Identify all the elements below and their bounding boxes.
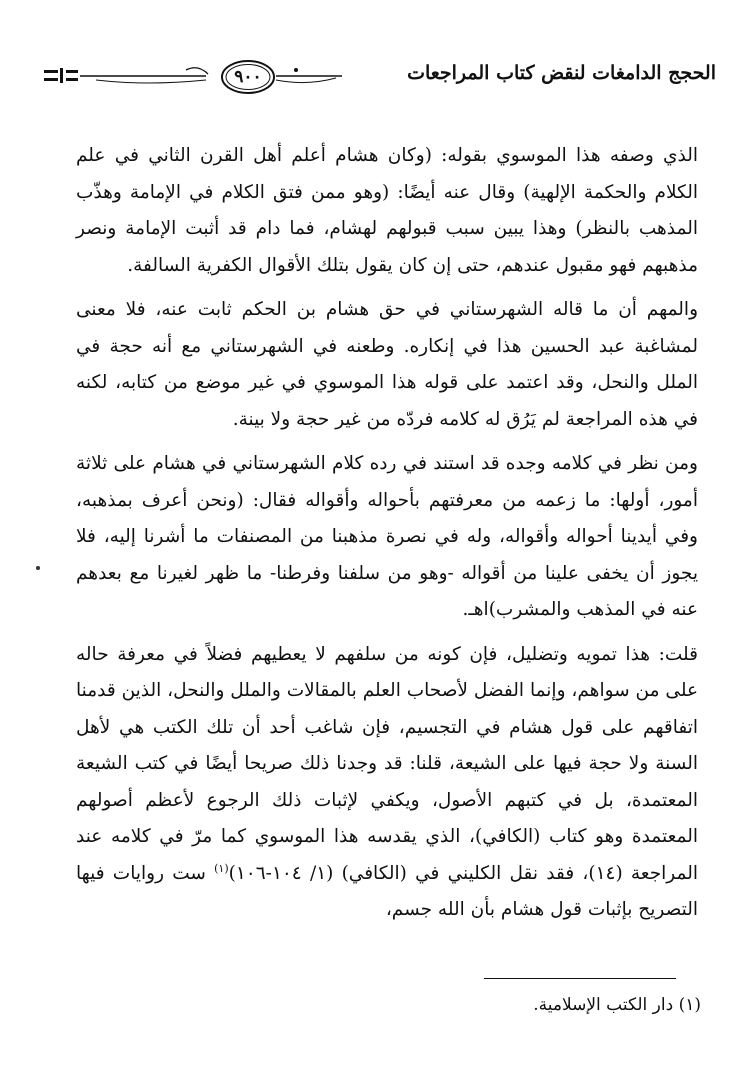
paragraph: ومن نظر في كلامه وجده قد استند في رده كلام الشهرستاني في هشام على ثلاثة أمور، أولها: ما زعمه من معرفتهم بأحواله وأقواله فقال: (ونحن أعرف بمذهبه، وفي أيدينا أحواله وأقواله، وله في نصرة مذهبنا من المصنفات ما أشرنا إليه، فلا يجوز أن يخفى علينا من أقواله -وهو من سلفنا وفرطنا- ما ظهر لغيرنا مع بعدهم عنه في المذهب والمشرب)اهـ.	[76, 453, 698, 620]
page-header	[36, 56, 716, 100]
main-text	[76, 138, 698, 929]
paragraph: الذي وصفه هذا الموسوي بقوله: (وكان هشام أعلم أهل القرن الثاني في علم الكلام والحكمة الإلهية) وقال عنه أيضًا: (وهو ممن فتق الكلام في الإمامة وهذّب المذهب بالنظر) وهذا يبين سبب قبولهم لهشام، فما دام قد أثبت الإمامة ونصر مذهبهم فهو مقبول عندهم، حتى إن كان يقول بتلك الأقوال الكفرية السالفة.	[76, 145, 698, 276]
footnote-divider	[484, 978, 676, 979]
paragraph	[76, 637, 698, 929]
footnote: (١) دار الكتب الإسلامية.	[533, 995, 701, 1015]
running-title: الحجج الدامغات لنقض كتاب المراجعات	[407, 62, 716, 84]
paragraph-text: ست روايات فيها التصريح بإثبات قول هشام بأن الله جسم،	[76, 862, 698, 920]
margin-dot	[36, 566, 40, 570]
paragraph: والمهم أن ما قاله الشهرستاني في حق هشام بن الحكم ثابت عنه، فلا معنى لمشاغبة عبد الحسين هذا في إنكاره. وطعنه في الشهرستاني مع أنه حجة في الملل والنحل، وقد اعتمد على قوله هذا الموسوي في غير موضع من كتابه، لكنه في هذه المراجعة لم يَرُق له كلامه فردّه من غير حجة ولا بينة.	[76, 299, 698, 430]
paragraph-text: قلت: هذا تمويه وتضليل، فإن كونه من سلفهم لا يعطيهم فضلاً في معرفة حاله على من سواهم، وإنما الفضل لأصحاب العلم بالمقالات والملل والنحل، الذين قدمنا اتفاقهم على قول هشام في التجسيم، فإن شاغب أحد أن تلك الكتب هي لأهل السنة ولا حجة فيها على الشيعة، قلنا: قد وجدنا ذلك صريحا أيضًا في كتب الشيعة المعتمدة، بل في كتبهم الأصول، ويكفي لإثبات ذلك الرجوع لأعظم أصولهم المعتمدة وهو كتاب (الكافي)، الذي يقدسه هذا الموسوي كما مرّ في كلامه عند المراجعة (١٤)، فقد نقل الكليني في (الكافي) (١/ ١٠٤-١٠٦)	[76, 643, 698, 884]
footnote-marker[interactable]: (١)	[214, 861, 229, 875]
page-number: ٩٠٠	[234, 67, 262, 87]
